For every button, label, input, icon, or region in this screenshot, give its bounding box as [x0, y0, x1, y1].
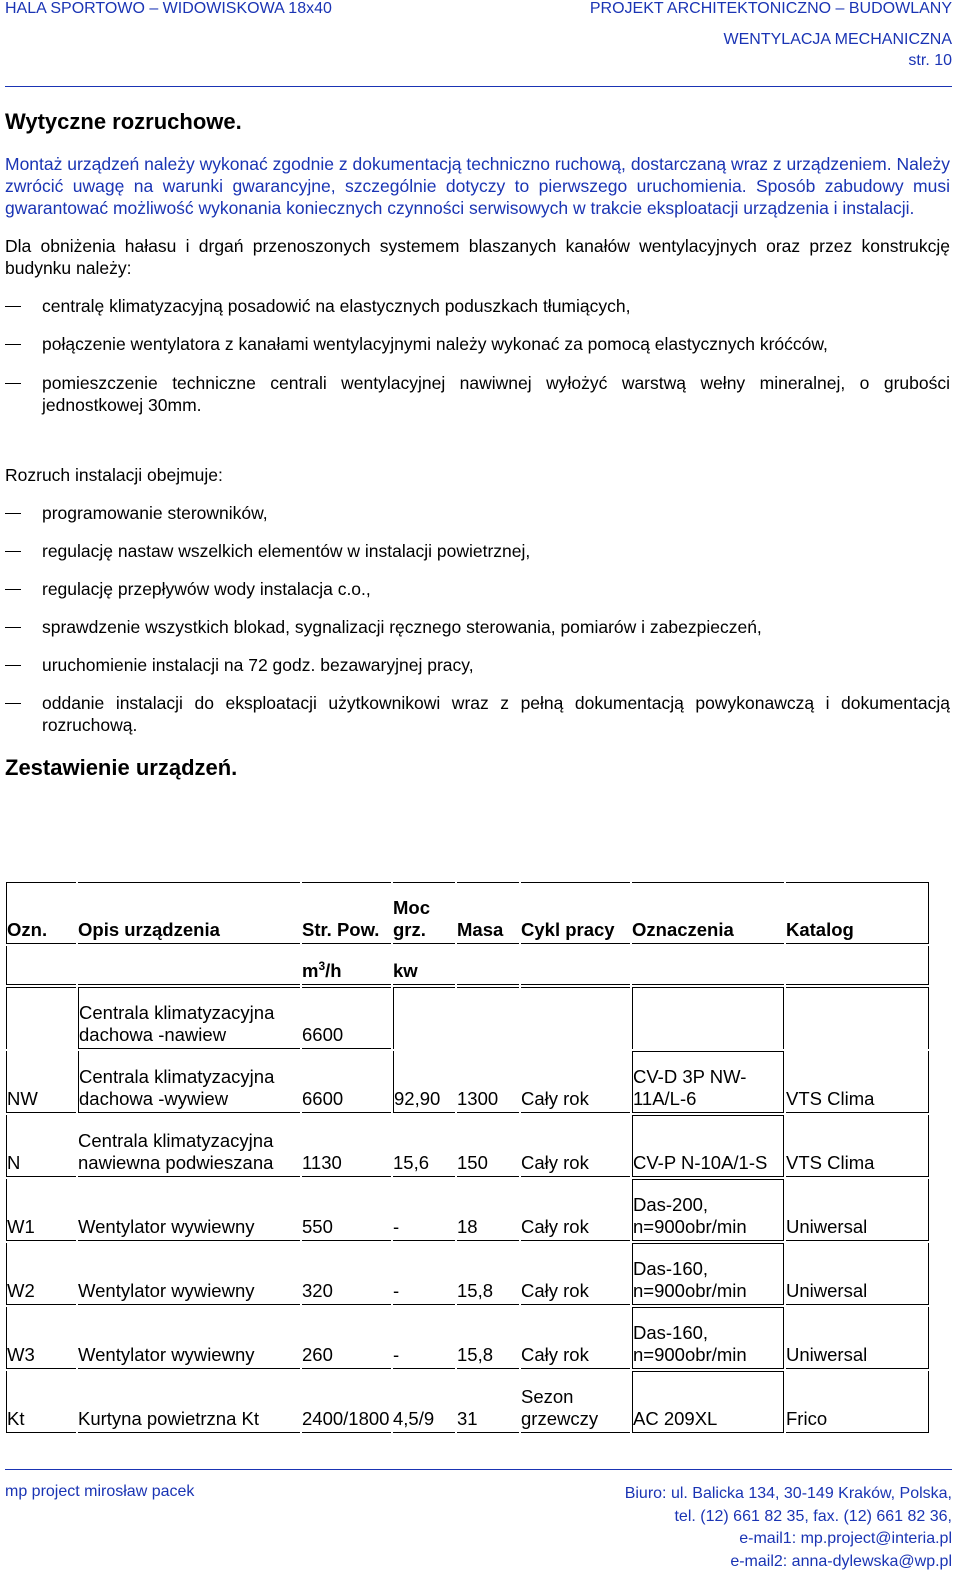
page-header [0, 0, 960, 90]
cell-cycle: Sezon grzewczy [521, 1371, 630, 1433]
cell-description: Kurtyna powietrzna Kt [78, 1371, 300, 1433]
startup-steps-list [5, 502, 950, 736]
cell-catalog: Uniwersal [786, 1243, 929, 1305]
list-item: programowanie sterowników, [5, 502, 950, 524]
cell-catalog: Uniwersal [786, 1307, 929, 1369]
cell-flow: 550 [302, 1179, 391, 1241]
cell-flow: 1130 [302, 1115, 391, 1177]
cell-power: 92,90 [393, 1051, 455, 1113]
footer-company: mp project mirosław pacek [5, 1483, 195, 1500]
cell-catalog: Frico [786, 1371, 929, 1433]
cell-mass: 18 [457, 1179, 519, 1241]
cell-flow: 6600 [302, 1051, 391, 1113]
header-page-number: str. 10 [908, 52, 952, 69]
cell-code: W3 [6, 1307, 76, 1369]
cell-designation: Das-160, n=900obr/min [632, 1307, 784, 1369]
footer-email-2: e-mail2: anna-dylewska@wp.pl [730, 1552, 952, 1570]
list-item: pomieszczenie techniczne centrali wentylacyjnej nawiwnej wyłożyć warstwą wełny mineralnej, o grubości jednostkowej 30mm. [5, 372, 950, 416]
cell-designation: CV-D 3P NW-11A/L-6 [632, 1051, 784, 1113]
cell-description: Centrala klimatyzacyjna nawiewna podwieszana [78, 1115, 300, 1177]
cell-mass: 15,8 [457, 1307, 519, 1369]
table-row [6, 987, 929, 1049]
cell-catalog: VTS Clima [786, 1051, 929, 1113]
list-item: regulację nastaw wszelkich elementów w instalacji powietrznej, [5, 540, 950, 562]
cell-code: W1 [6, 1179, 76, 1241]
table-header-row [6, 882, 929, 944]
list-item: sprawdzenie wszystkich blokad, sygnalizacji ręcznego sterowania, pomiarów i zabezpieczeń, [5, 616, 950, 638]
cell-code: W2 [6, 1243, 76, 1305]
table-row [6, 1307, 929, 1369]
cell-power: 4,5/9 [393, 1371, 455, 1433]
document-body [5, 108, 950, 782]
column-header: Moc grz. [393, 882, 455, 944]
cell-designation: AC 209XL [632, 1371, 784, 1433]
column-header: Masa [457, 882, 519, 944]
cell-mass: 15,8 [457, 1243, 519, 1305]
cell-catalog: Uniwersal [786, 1179, 929, 1241]
cell-designation: CV-P N-10A/1-S [632, 1115, 784, 1177]
table-row [6, 1179, 929, 1241]
cell-mass: 1300 [457, 1051, 519, 1113]
cell-code: Kt [6, 1371, 76, 1433]
paragraph-noise: Dla obniżenia hałasu i drgań przenoszonych systemem blaszanych kanałów wentylacyjnych oraz przez konstrukcję budynku należy: [5, 236, 950, 278]
footer-phone: tel. (12) 661 82 35, fax. (12) 661 82 36, [674, 1507, 952, 1525]
section-title-startup: Wytyczne rozruchowe. [5, 109, 242, 134]
cell-flow: 6600 [302, 987, 391, 1049]
footer-contact [625, 1483, 952, 1573]
cell-power: - [393, 1307, 455, 1369]
cell-code: N [6, 1115, 76, 1177]
list-item: połączenie wentylatora z kanałami wentylacyjnymi należy wykonać za pomocą elastycznych króćców, [5, 333, 950, 355]
header-section: WENTYLACJA MECHANICZNA [723, 31, 952, 48]
list-item: uruchomienie instalacji na 72 godz. bezawaryjnej pracy, [5, 654, 950, 676]
column-header: Cykl pracy [521, 882, 630, 944]
cell-power: 15,6 [393, 1115, 455, 1177]
cell-designation: Das-160, n=900obr/min [632, 1243, 784, 1305]
paragraph-installation: Montaż urządzeń należy wykonać zgodnie z dokumentacją techniczno ruchową, dostarczaną wraz z urządzeniem. Należy zwrócić uwagę na warunki gwarancyjne, szczególnie dotyczy to pierwszego uruchomienia. Sposób zabudowy musi gwarantować możliwość wykonania koniecznych czynności serwisowych w trakcie eksploatacji urządzenia i instalacji. [5, 154, 950, 218]
cell-flow: 260 [302, 1307, 391, 1369]
footer-divider [5, 1469, 952, 1470]
header-project-name: HALA SPORTOWO – WIDOWISKOWA 18x40 [5, 0, 332, 17]
column-header: Opis urządzenia [78, 882, 300, 944]
table-row [6, 1371, 929, 1433]
paragraph-startup-intro: Rozruch instalacji obejmuje: [5, 465, 223, 485]
unit-power: kw [393, 946, 455, 985]
equipment-table [4, 880, 931, 1435]
cell-mass: 150 [457, 1115, 519, 1177]
list-item: regulację przepływów wody instalacja c.o., [5, 578, 950, 600]
cell-designation: Das-200, n=900obr/min [632, 1179, 784, 1241]
cell-description: Wentylator wywiewny [78, 1307, 300, 1369]
table-row [6, 1115, 929, 1177]
column-header: Ozn. [6, 882, 76, 944]
cell-cycle: Cały rok [521, 1243, 630, 1305]
cell-mass: 31 [457, 1371, 519, 1433]
column-header: Str. Pow. [302, 882, 391, 944]
cell-code: NW [6, 1051, 76, 1113]
cell-cycle: Cały rok [521, 1115, 630, 1177]
cell-power: - [393, 1179, 455, 1241]
column-header: Katalog [786, 882, 929, 944]
column-header: Oznaczenia [632, 882, 784, 944]
footer-address: Biuro: ul. Balicka 134, 30-149 Kraków, Polska, [624, 1485, 952, 1502]
cell-description: Wentylator wywiewny [78, 1243, 300, 1305]
unit-flow: $m^3/h$ [302, 946, 391, 985]
cell-description: Wentylator wywiewny [78, 1179, 300, 1241]
cell-flow: 2400/1800 [302, 1371, 391, 1433]
cell-cycle: Cały rok [521, 1179, 630, 1241]
table-row [6, 1243, 929, 1305]
header-project-type: PROJEKT ARCHITEKTONICZNO – BUDOWLANY [589, 0, 952, 17]
cell-flow: 320 [302, 1243, 391, 1305]
table-row [6, 1051, 929, 1113]
cell-catalog: VTS Clima [786, 1115, 929, 1177]
cell-description: Centrala klimatyzacyjna dachowa -nawiew [78, 987, 300, 1049]
cell-power: - [393, 1243, 455, 1305]
table-units-row [6, 946, 929, 985]
footer-email-1: e-mail1: mp.project@interia.pl [739, 1530, 952, 1547]
cell-cycle: Cały rok [521, 1051, 630, 1113]
cell-cycle: Cały rok [521, 1307, 630, 1369]
section-title-equipment: Zestawienie urządzeń. [5, 755, 238, 780]
list-item: oddanie instalacji do eksploatacji użytkownikowi wraz z pełną dokumentacją powykonawczą i dokumentacją rozruchową. [5, 692, 950, 736]
noise-measures-list [5, 295, 950, 416]
list-item: centralę klimatyzacyjną posadowić na elastycznych poduszkach tłumiących, [5, 295, 950, 317]
cell-description: Centrala klimatyzacyjna dachowa -wywiew [78, 1051, 300, 1113]
header-divider [5, 86, 952, 87]
